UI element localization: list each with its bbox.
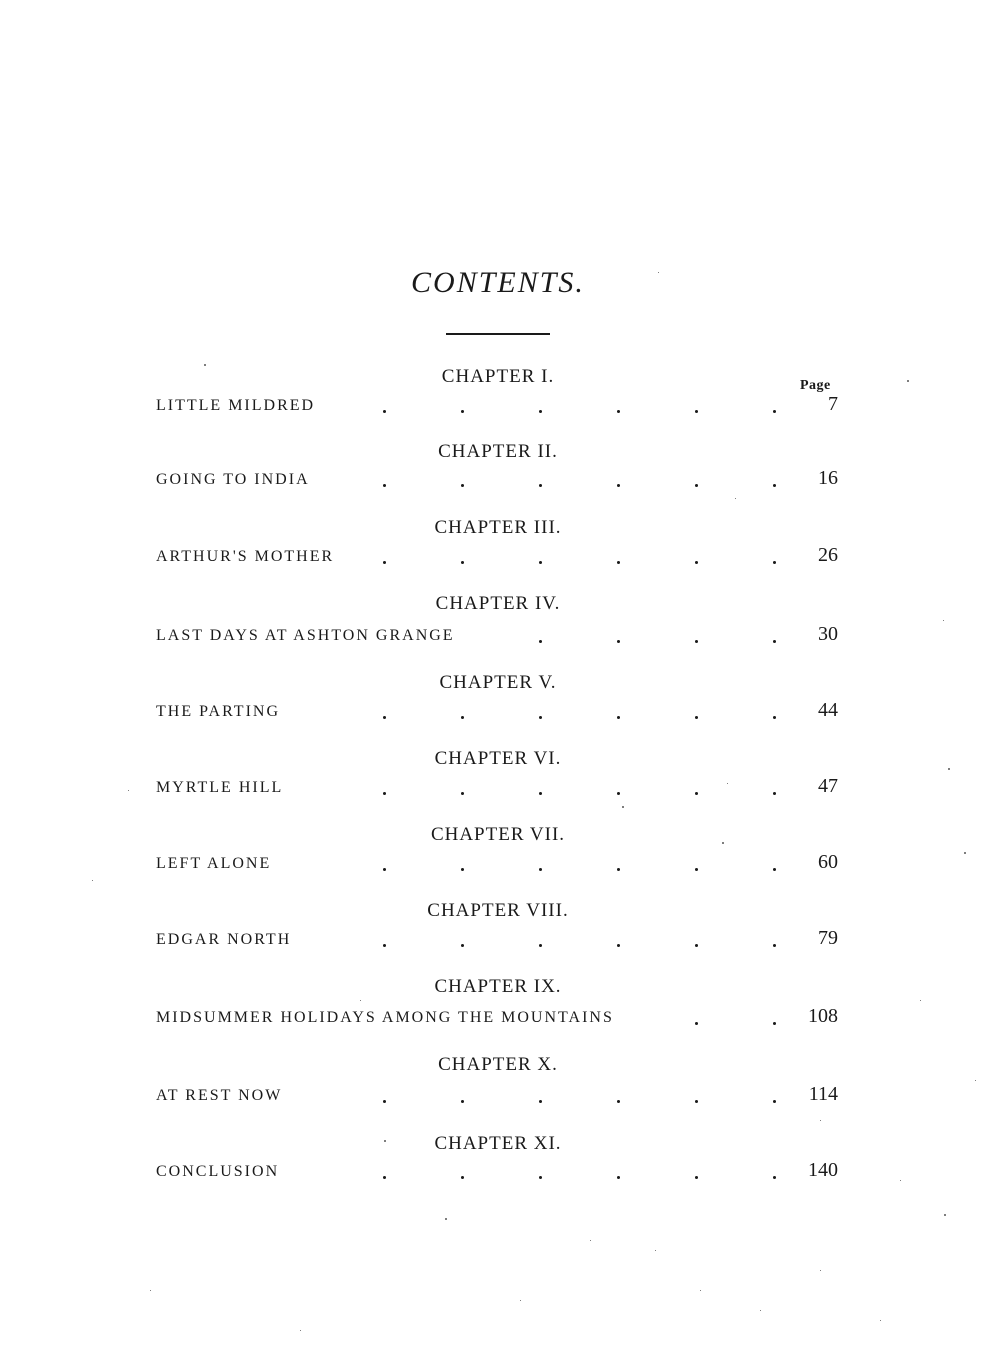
- chapter-title: AT REST NOW: [156, 1087, 283, 1104]
- scan-speck: [622, 806, 624, 808]
- chapter-page-number: 79: [818, 927, 838, 949]
- leader-dot: [383, 1176, 386, 1179]
- scan-speck: [735, 498, 736, 499]
- leader-dot: [773, 868, 776, 871]
- chapter-title: THE PARTING: [156, 703, 281, 720]
- leader-dot: [617, 561, 620, 564]
- chapter-title: GOING TO INDIA: [156, 471, 310, 488]
- leader-dot: [617, 716, 620, 719]
- chapter-title: LAST DAYS AT ASHTON GRANGE: [156, 627, 455, 644]
- leader-dot: [617, 868, 620, 871]
- chapter-heading: CHAPTER V.: [439, 672, 557, 693]
- scan-speck: [150, 1290, 151, 1291]
- scan-speck: [944, 1214, 946, 1216]
- leader-dot: [695, 868, 698, 871]
- chapter-heading: CHAPTER I.: [441, 366, 555, 387]
- scan-speck: [92, 880, 93, 881]
- chapter-title: EDGAR NORTH: [156, 931, 292, 948]
- chapter-page-number: 26: [818, 544, 838, 566]
- leader-dot: [617, 640, 620, 643]
- leader-dot: [539, 716, 542, 719]
- scan-speck: [900, 1180, 901, 1181]
- leader-dot: [539, 561, 542, 564]
- leader-dot: [383, 1100, 386, 1103]
- leader-dot: [461, 868, 464, 871]
- leader-dot: [695, 410, 698, 413]
- leader-dot: [383, 868, 386, 871]
- leader-dot: [383, 410, 386, 413]
- leader-dot: [539, 1176, 542, 1179]
- leader-dot: [695, 561, 698, 564]
- leader-dot: [383, 716, 386, 719]
- scan-speck: [658, 272, 659, 273]
- leader-dot: [695, 792, 698, 795]
- chapter-page-number: 7: [828, 393, 838, 415]
- leader-dot: [695, 1022, 698, 1025]
- page-column-label: Page: [800, 378, 831, 393]
- leader-dot: [617, 1100, 620, 1103]
- leader-dot: [773, 944, 776, 947]
- chapter-title: MIDSUMMER HOLIDAYS AMONG THE MOUNTAINS: [156, 1009, 614, 1026]
- title-rule: [446, 333, 550, 335]
- chapter-heading: CHAPTER IX.: [434, 976, 562, 997]
- leader-dot: [461, 1176, 464, 1179]
- chapter-heading: CHAPTER VII.: [430, 824, 566, 845]
- scan-speck: [727, 783, 728, 784]
- leader-dot: [461, 792, 464, 795]
- leader-dot: [539, 484, 542, 487]
- chapter-heading: CHAPTER VIII.: [427, 900, 569, 921]
- scan-speck: [920, 1000, 921, 1001]
- leader-dot: [461, 410, 464, 413]
- leader-dot: [539, 1100, 542, 1103]
- chapter-heading: CHAPTER VI.: [434, 748, 562, 769]
- leader-dot: [773, 1022, 776, 1025]
- chapter-page-number: 114: [808, 1083, 838, 1105]
- leader-dot: [773, 640, 776, 643]
- leader-dot: [617, 944, 620, 947]
- scan-speck: [975, 1080, 976, 1081]
- leader-dot: [617, 484, 620, 487]
- leader-dot: [695, 640, 698, 643]
- leader-dot: [773, 1176, 776, 1179]
- scan-speck: [700, 1290, 701, 1291]
- leader-dot: [617, 792, 620, 795]
- leader-dot: [773, 484, 776, 487]
- leader-dot: [461, 484, 464, 487]
- leader-dot: [695, 716, 698, 719]
- chapter-title: LEFT ALONE: [156, 855, 272, 872]
- chapter-page-number: 108: [808, 1005, 838, 1027]
- scan-speck: [760, 1310, 761, 1311]
- leader-dot: [695, 1100, 698, 1103]
- scan-speck: [384, 1140, 386, 1142]
- leader-dot: [695, 1176, 698, 1179]
- chapter-title: LITTLE MILDRED: [156, 397, 316, 414]
- scan-speck: [820, 1120, 821, 1121]
- chapter-title: MYRTLE HILL: [156, 779, 284, 796]
- leader-dot: [383, 944, 386, 947]
- scan-speck: [948, 768, 950, 770]
- scan-speck: [590, 1240, 591, 1241]
- leader-dot: [383, 561, 386, 564]
- chapter-page-number: 47: [818, 775, 838, 797]
- scan-speck: [964, 852, 966, 854]
- chapter-page-number: 30: [818, 623, 838, 645]
- chapter-heading: CHAPTER III.: [434, 517, 562, 538]
- leader-dot: [539, 868, 542, 871]
- chapter-title: CONCLUSION: [156, 1163, 280, 1180]
- leader-dot: [773, 561, 776, 564]
- leader-dot: [539, 640, 542, 643]
- contents-title: CONTENTS.: [411, 266, 585, 299]
- scan-speck: [520, 1300, 521, 1301]
- scan-speck: [360, 1000, 361, 1001]
- chapter-page-number: 60: [818, 851, 838, 873]
- chapter-page-number: 16: [818, 467, 838, 489]
- leader-dot: [461, 944, 464, 947]
- leader-dot: [383, 484, 386, 487]
- chapter-page-number: 44: [818, 699, 838, 721]
- scan-speck: [655, 1250, 656, 1251]
- chapter-heading: CHAPTER IV.: [435, 593, 561, 614]
- leader-dot: [461, 561, 464, 564]
- scan-speck: [204, 364, 206, 366]
- leader-dot: [773, 716, 776, 719]
- chapter-heading: CHAPTER XI.: [434, 1133, 562, 1154]
- scan-speck: [445, 1218, 447, 1220]
- chapter-page-number: 140: [808, 1159, 838, 1181]
- scan-speck: [722, 842, 724, 844]
- scan-speck: [943, 620, 944, 621]
- scan-speck: [907, 380, 909, 382]
- scan-speck: [300, 1330, 301, 1331]
- chapter-heading: CHAPTER X.: [438, 1054, 558, 1075]
- leader-dot: [773, 792, 776, 795]
- chapter-heading: CHAPTER II.: [438, 441, 558, 462]
- chapter-title: ARTHUR'S MOTHER: [156, 548, 335, 565]
- leader-dot: [773, 410, 776, 413]
- leader-dot: [617, 410, 620, 413]
- leader-dot: [695, 944, 698, 947]
- leader-dot: [539, 944, 542, 947]
- leader-dot: [461, 1100, 464, 1103]
- leader-dot: [383, 792, 386, 795]
- scan-speck: [880, 1320, 881, 1321]
- leader-dot: [539, 792, 542, 795]
- scan-speck: [128, 790, 129, 791]
- leader-dot: [539, 410, 542, 413]
- leader-dot: [695, 484, 698, 487]
- leader-dot: [617, 1176, 620, 1179]
- scan-speck: [820, 1270, 821, 1271]
- leader-dot: [461, 716, 464, 719]
- leader-dot: [773, 1100, 776, 1103]
